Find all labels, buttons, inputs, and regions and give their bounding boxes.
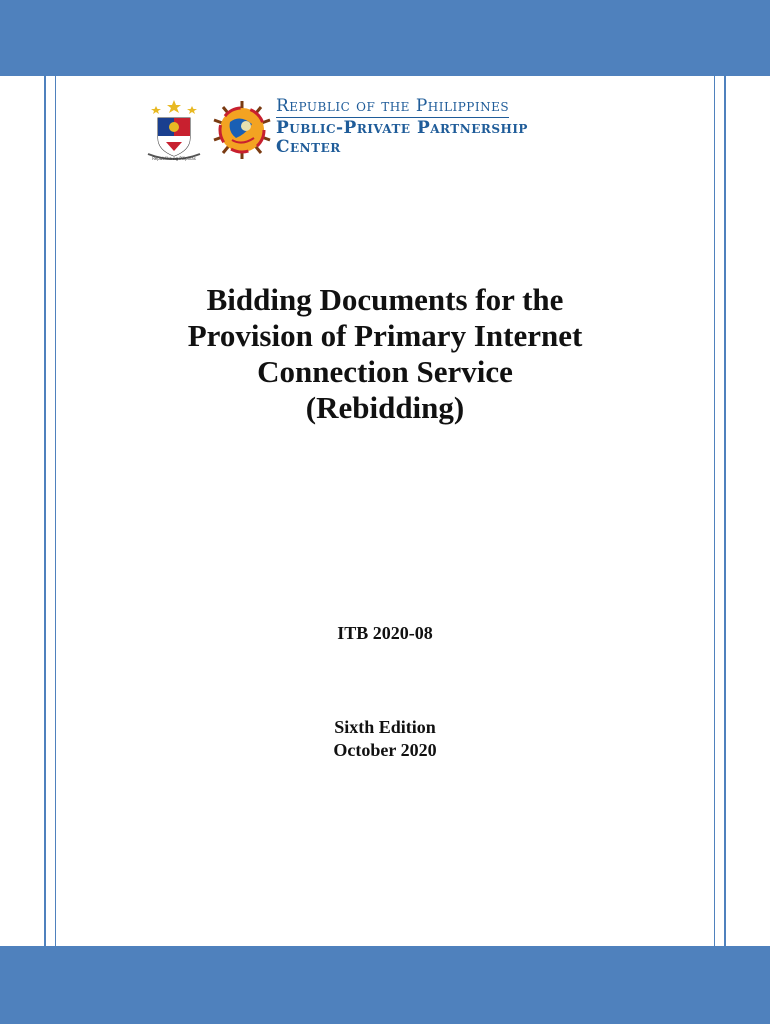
bottom-color-band <box>0 946 770 1024</box>
svg-text:Republika ng Pilipinas: Republika ng Pilipinas <box>152 156 196 161</box>
ppp-center-logo-icon <box>212 100 272 160</box>
edition-label: Sixth Edition <box>334 717 436 737</box>
edition-date: October 2020 <box>333 740 437 760</box>
left-border-line-outer <box>44 76 46 946</box>
title-line: Provision of Primary Internet <box>187 318 583 353</box>
organization-name <box>276 96 576 156</box>
edition-block <box>100 716 670 762</box>
title-line: Bidding Documents for the <box>206 282 564 317</box>
left-border-line-inner <box>55 76 56 946</box>
org-line-country: Republic of the Philippines <box>276 96 510 116</box>
org-line-agency: Public-Private Partnership <box>276 118 528 138</box>
philippine-seal-icon <box>144 98 204 162</box>
title-line: (Rebidding) <box>305 390 465 425</box>
org-line-center: Center <box>276 137 341 157</box>
right-border-line-outer <box>724 76 726 946</box>
reference-number: ITB 2020-08 <box>337 623 433 643</box>
document-title <box>100 282 670 426</box>
header-logos <box>140 96 580 164</box>
right-border-line-inner <box>714 76 715 946</box>
title-line: Connection Service <box>257 354 513 389</box>
top-color-band <box>0 0 770 76</box>
